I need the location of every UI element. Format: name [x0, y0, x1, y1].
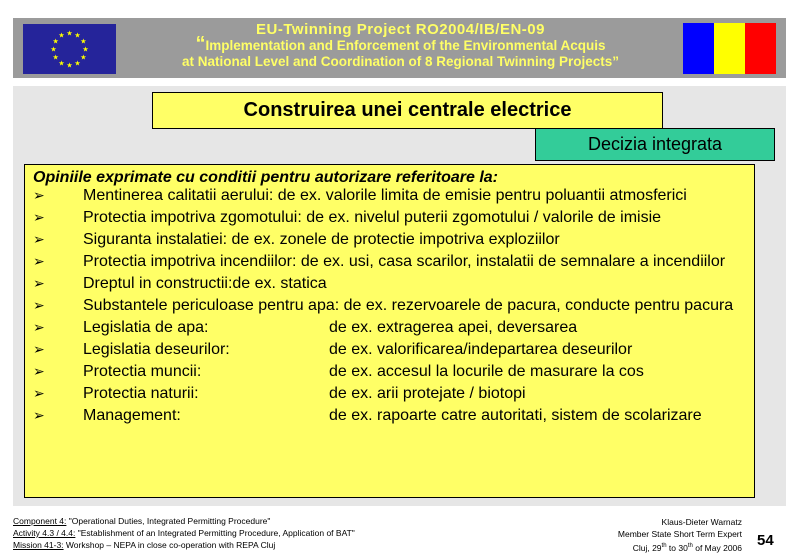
project-subtitle: [123, 33, 678, 55]
date-start: Cluj, 29: [632, 542, 662, 553]
eu-star-icon: ★: [52, 38, 59, 46]
decision-badge: Decizia integrata: [535, 128, 775, 161]
project-title: EU-Twinning Project RO2004/IB/EN-09: [256, 21, 545, 38]
footer-right: [560, 516, 742, 554]
activity-text: "Establishment of an Integrated Permitting Procedure, Application of BAT": [75, 528, 355, 538]
arrow-bullet-icon: ➢: [33, 209, 45, 225]
component-text: "Operational Duties, Integrated Permitting Procedure": [66, 516, 271, 526]
date-mid: to 30: [666, 542, 688, 553]
list-item: [33, 275, 748, 292]
date-end: of May 2006: [692, 542, 742, 553]
arrow-bullet-icon: ➢: [33, 385, 45, 401]
eu-star-icon: ★: [82, 46, 89, 54]
content-heading: Opiniile exprimate cu conditii pentru autorizare referitoare la:: [33, 169, 498, 186]
open-quote: “: [195, 33, 206, 55]
subtitle-line-2: at National Level and Coordination of 8 Regional Twinning Projects”: [181, 54, 620, 69]
item-text: Substantele periculoase pentru apa: de ex. rezervoarele de pacura, conducte pentru pacura: [83, 297, 734, 314]
eu-star-icon: ★: [80, 38, 87, 46]
mission-text: Workshop – NEPA in close co-operation with REPA Cluj: [63, 540, 276, 550]
eu-star-icon: ★: [58, 60, 65, 68]
item-text: Mentinerea calitatii aerului: de ex. valorile limita de emisie pentru poluantii atmosferici: [83, 187, 687, 204]
arrow-bullet-icon: ➢: [33, 187, 45, 203]
item-label: Protectia muncii:: [83, 363, 202, 380]
author-role: Member State Short Term Expert: [617, 529, 742, 539]
header-band: [13, 18, 786, 78]
eu-star-icon: ★: [58, 32, 65, 40]
arrow-bullet-icon: ➢: [33, 231, 45, 247]
mission-label: Mission 41-3:: [13, 540, 64, 550]
footer-activity: [13, 527, 355, 539]
slide-title: Construirea unei centrale electrice: [152, 92, 663, 129]
arrow-bullet-icon: ➢: [33, 363, 45, 379]
header-text: [123, 21, 678, 70]
item-detail: de ex. arii protejate / biotopi: [329, 385, 526, 402]
item-label: Management:: [83, 407, 181, 424]
item-text: Protectia impotriva zgomotului: de ex. nivelul puterii zgomotului / valorile de imisie: [83, 209, 662, 226]
list-item: [33, 209, 748, 226]
eu-star-icon: ★: [80, 54, 87, 62]
eu-star-icon: ★: [74, 60, 81, 68]
subtitle-line-1: Implementation and Enforcement of the Environmental Acquis: [205, 38, 606, 53]
list-item: [33, 231, 748, 248]
content-box: [24, 164, 755, 498]
romania-flag-icon: [683, 23, 776, 74]
author-name: Klaus-Dieter Warnatz: [661, 517, 742, 527]
eu-flag-icon: [23, 24, 116, 74]
arrow-bullet-icon: ➢: [33, 253, 45, 269]
list-item: [33, 297, 748, 314]
arrow-bullet-icon: ➢: [33, 275, 45, 291]
item-detail: de ex. valorificarea/indepartarea deseurilor: [329, 341, 633, 358]
page-number: 54: [757, 532, 774, 549]
item-label: Legislatia deseurilor:: [83, 341, 230, 358]
eu-star-icon: ★: [66, 62, 73, 70]
eu-star-icon: ★: [74, 32, 81, 40]
eu-star-icon: ★: [50, 46, 57, 54]
item-label: Protectia naturii:: [83, 385, 199, 402]
list-item: [33, 187, 748, 204]
item-text: Siguranta instalatiei: de ex. zonele de protectie impotriva exploziilor: [83, 231, 560, 248]
footer-left: [13, 515, 355, 551]
list-item: [33, 363, 748, 380]
arrow-bullet-icon: ➢: [33, 407, 45, 423]
conditions-list: [33, 187, 748, 424]
list-item: [33, 319, 748, 336]
component-label: Component 4:: [13, 516, 67, 526]
event-date: [560, 540, 742, 554]
eu-star-icon: ★: [66, 30, 73, 38]
arrow-bullet-icon: ➢: [33, 341, 45, 357]
footer-component: [13, 515, 355, 527]
date-sup-2: th: [687, 543, 693, 549]
list-item: [33, 385, 748, 402]
date-sup-1: th: [661, 543, 667, 549]
list-item: [33, 341, 748, 358]
item-text: Protectia impotriva incendiilor: de ex. usi, casa scarilor, instalatii de semnalare a incendiilor: [83, 253, 726, 270]
eu-star-icon: ★: [52, 54, 59, 62]
arrow-bullet-icon: ➢: [33, 319, 45, 335]
footer-mission: [13, 539, 355, 551]
item-detail: de ex. extragerea apei, deversarea: [329, 319, 578, 336]
list-item: [33, 407, 748, 424]
arrow-bullet-icon: ➢: [33, 297, 45, 313]
item-text: Dreptul in constructii:de ex. statica: [83, 275, 327, 292]
item-detail: de ex. accesul la locurile de masurare la cos: [329, 363, 644, 380]
activity-label: Activity 4.3 / 4.4:: [13, 528, 76, 538]
list-item: [33, 253, 748, 270]
item-detail: de ex. rapoarte catre autoritati, sistem de scolarizare: [329, 407, 702, 424]
item-label: Legislatia de apa:: [83, 319, 209, 336]
